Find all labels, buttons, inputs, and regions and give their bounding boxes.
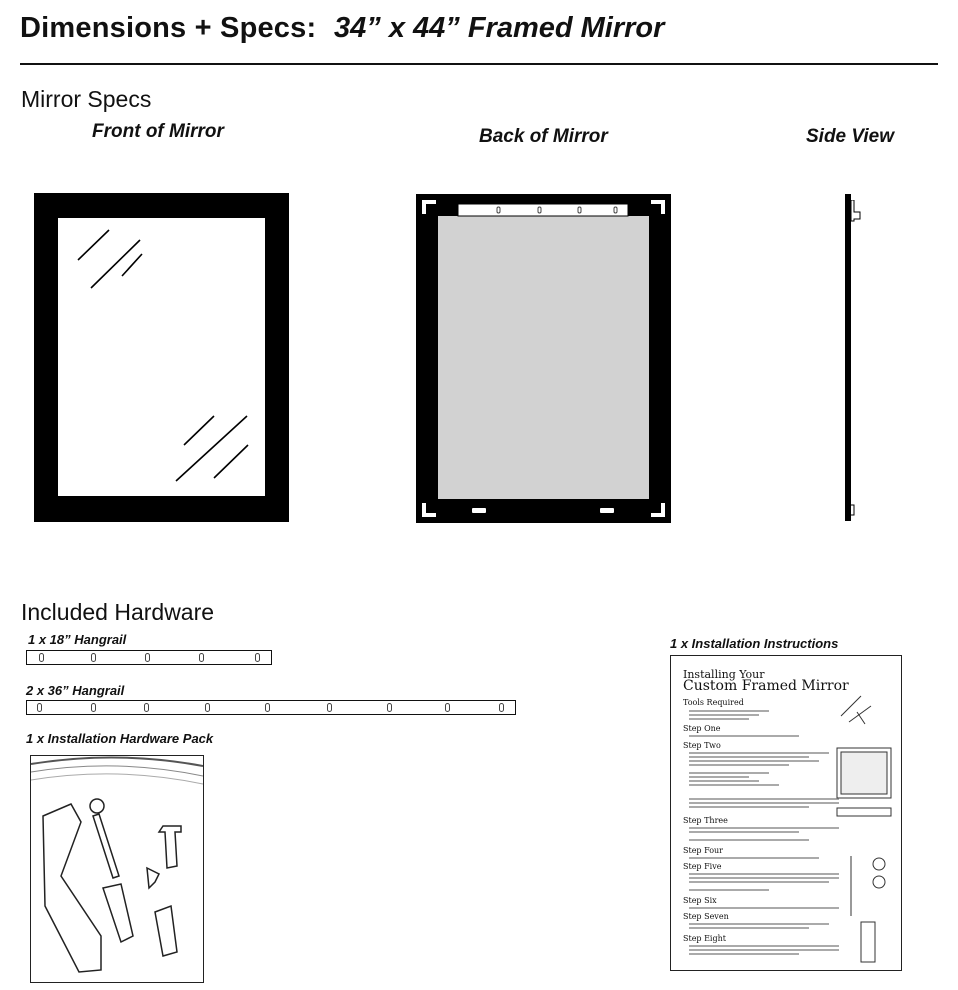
short-hangrail — [26, 650, 272, 665]
mirror-specs-heading: Mirror Specs — [21, 86, 152, 112]
hardware-pack-label: 1 x Installation Hardware Pack — [26, 731, 214, 746]
back-hardware-icon — [416, 194, 671, 523]
included-hardware-heading: Included Hardware — [21, 599, 215, 625]
back-of-mirror-label: Back of Mirror — [479, 126, 608, 147]
instructions-step: Step Six — [683, 896, 717, 905]
instructions-step: Step Seven — [683, 912, 729, 921]
side-bracket-icon — [851, 200, 863, 522]
mirror-front-illustration — [34, 193, 289, 522]
instructions-step: Step Five — [683, 862, 722, 871]
glass-reflection-icon — [58, 218, 265, 496]
hardware-pack-icon — [31, 756, 203, 982]
instructions-step: Step Two — [683, 741, 721, 750]
mirror-glass — [58, 218, 265, 496]
instructions-step: Tools Required — [683, 698, 744, 707]
instructions-title-line1: Installing Your — [683, 668, 765, 681]
page-title: Dimensions + Specs: — [20, 12, 317, 44]
instructions-label: 1 x Installation Instructions — [670, 636, 839, 651]
hardware-pack-illustration — [30, 755, 204, 983]
product-title: 34” x 44” Framed Mirror — [334, 12, 665, 44]
instructions-step: Step Eight — [683, 934, 726, 943]
mirror-back-illustration — [416, 194, 671, 523]
long-hangrail — [26, 700, 516, 715]
instructions-diagrams-icon — [831, 686, 897, 966]
tools-icon — [841, 696, 871, 724]
instructions-sheet — [670, 655, 902, 971]
instructions-step: Step Three — [683, 816, 728, 825]
header-divider — [20, 63, 938, 65]
bracket-icon — [43, 804, 101, 972]
short-hangrail-label: 1 x 18” Hangrail — [28, 632, 127, 647]
instructions-title-line2: Custom Framed Mirror — [683, 678, 849, 694]
instructions-step: Step Four — [683, 846, 723, 855]
long-hangrail-label: 2 x 36” Hangrail — [26, 683, 125, 698]
instructions-step: Step One — [683, 724, 721, 733]
front-of-mirror-label: Front of Mirror — [92, 121, 224, 142]
side-view-label: Side View — [806, 126, 894, 147]
